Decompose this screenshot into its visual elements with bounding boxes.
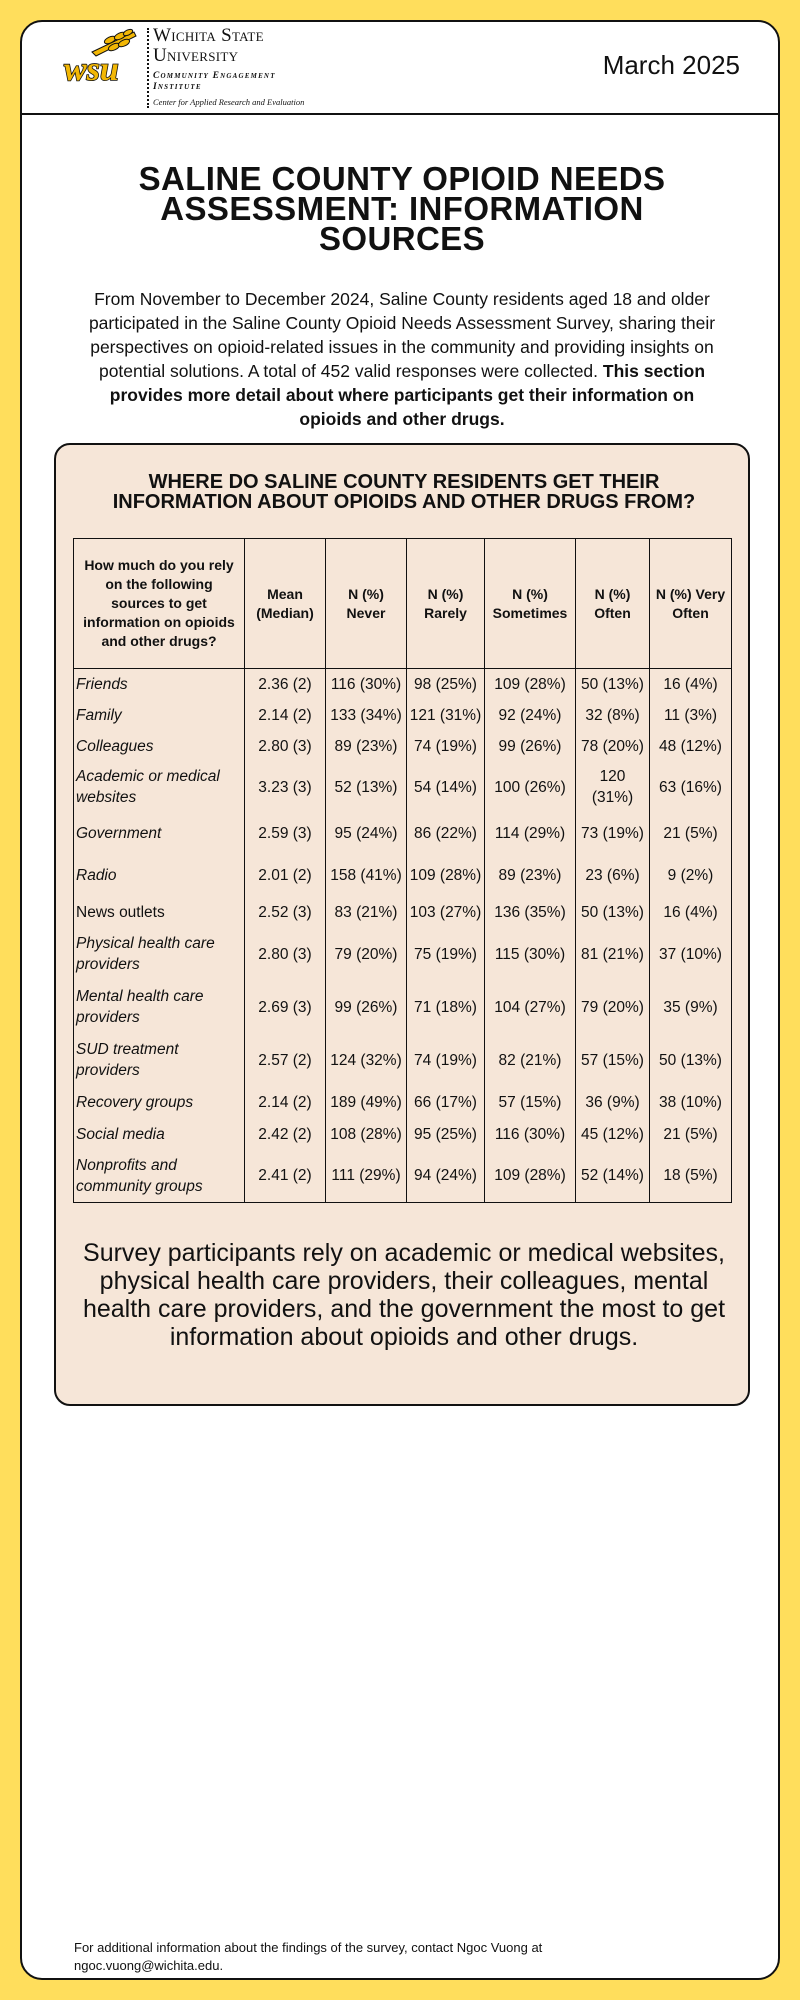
sometimes-cell: 109 (28%) xyxy=(485,1150,576,1203)
never-cell: 108 (28%) xyxy=(326,1119,407,1150)
intro-emphasis: This section provides more detail about where participants get their information on opioids and other drugs. xyxy=(109,361,706,429)
source-cell: Physical health care providers xyxy=(74,928,245,981)
institute-name: Community Engagement Institute xyxy=(153,71,276,92)
table-row xyxy=(74,1150,732,1203)
report-date: March 2025 xyxy=(602,50,740,80)
summary-text: Survey participants rely on academic or medical websites, physical health care providers, their colleagues, mental health care providers, and the government the most to get information about opioids and other drugs. xyxy=(82,1239,726,1351)
very-often-cell: 18 (5%) xyxy=(650,1150,732,1203)
very-often-cell: 50 (13%) xyxy=(650,1034,732,1087)
very-often-cell: 35 (9%) xyxy=(650,981,732,1034)
rarely-cell: 75 (19%) xyxy=(407,928,485,981)
source-cell: Nonprofits and community groups xyxy=(74,1150,245,1203)
sometimes-cell: 92 (24%) xyxy=(485,700,576,731)
very-often-cell: 21 (5%) xyxy=(650,1119,732,1150)
rarely-cell: 54 (14%) xyxy=(407,762,485,813)
very-often-cell: 63 (16%) xyxy=(650,762,732,813)
sometimes-cell: 114 (29%) xyxy=(485,813,576,855)
mean-cell: 2.41 (2) xyxy=(245,1150,326,1203)
table-row xyxy=(74,928,732,981)
often-cell: 73 (19%) xyxy=(576,813,650,855)
sometimes-cell: 109 (28%) xyxy=(485,669,576,700)
table-row xyxy=(74,855,732,897)
rarely-cell: 66 (17%) xyxy=(407,1087,485,1119)
logo-text xyxy=(153,26,393,107)
table-row xyxy=(74,897,732,928)
often-cell: 36 (9%) xyxy=(576,1087,650,1119)
mean-cell: 2.80 (3) xyxy=(245,928,326,981)
mean-cell: 2.01 (2) xyxy=(245,855,326,897)
very-often-cell: 21 (5%) xyxy=(650,813,732,855)
very-often-cell: 37 (10%) xyxy=(650,928,732,981)
intro-text: From November to December 2024, Saline County residents aged 18 and older participated in the Saline County Opioid Needs Assessment Survey, sharing their perspectives on opioid-related issues in the community and providing insights on potential solutions. A total of 452 valid responses were collected. xyxy=(88,289,716,381)
mean-cell: 2.14 (2) xyxy=(245,700,326,731)
table-row xyxy=(74,1034,732,1087)
wsu-shocker-logo xyxy=(62,28,140,88)
mean-cell: 2.59 (3) xyxy=(245,813,326,855)
never-cell: 124 (32%) xyxy=(326,1034,407,1087)
rarely-cell: 71 (18%) xyxy=(407,981,485,1034)
center-name: Center for Applied Research and Evaluation xyxy=(153,97,305,107)
source-cell: Recovery groups xyxy=(74,1087,245,1119)
header xyxy=(22,22,778,115)
very-often-cell: 11 (3%) xyxy=(650,700,732,731)
footer-contact: For additional information about the findings of the survey, contact Ngoc Vuong at ngoc.vuong@wichita.edu. xyxy=(74,1940,543,1973)
mean-cell: 3.23 (3) xyxy=(245,762,326,813)
sometimes-cell: 136 (35%) xyxy=(485,897,576,928)
never-cell: 133 (34%) xyxy=(326,700,407,731)
header-rarely: N (%) Rarely xyxy=(407,539,485,669)
rarely-cell: 109 (28%) xyxy=(407,855,485,897)
never-cell: 95 (24%) xyxy=(326,813,407,855)
table-row xyxy=(74,669,732,700)
table-row xyxy=(74,813,732,855)
table-row xyxy=(74,1087,732,1119)
sometimes-cell: 82 (21%) xyxy=(485,1034,576,1087)
often-cell: 45 (12%) xyxy=(576,1119,650,1150)
often-cell: 52 (14%) xyxy=(576,1150,650,1203)
often-cell: 23 (6%) xyxy=(576,855,650,897)
rarely-cell: 74 (19%) xyxy=(407,731,485,762)
very-often-cell: 38 (10%) xyxy=(650,1087,732,1119)
university-name-line2: University xyxy=(153,45,239,66)
never-cell: 83 (21%) xyxy=(326,897,407,928)
header-never: N (%) Never xyxy=(326,539,407,669)
never-cell: 111 (29%) xyxy=(326,1150,407,1203)
table-row xyxy=(74,981,732,1034)
information-sources-table xyxy=(73,538,732,1203)
logo-divider xyxy=(147,28,149,108)
source-cell: Colleagues xyxy=(74,731,245,762)
information-sources-card xyxy=(54,443,750,1406)
mean-cell: 2.80 (3) xyxy=(245,731,326,762)
source-cell: Social media xyxy=(74,1119,245,1150)
rarely-cell: 94 (24%) xyxy=(407,1150,485,1203)
never-cell: 79 (20%) xyxy=(326,928,407,981)
often-cell: 79 (20%) xyxy=(576,981,650,1034)
never-cell: 116 (30%) xyxy=(326,669,407,700)
university-name-line1: Wichita State xyxy=(153,25,264,46)
often-cell: 81 (21%) xyxy=(576,928,650,981)
source-cell: SUD treatment providers xyxy=(74,1034,245,1087)
rarely-cell: 98 (25%) xyxy=(407,669,485,700)
sometimes-cell: 100 (26%) xyxy=(485,762,576,813)
header-very-often: N (%) Very Often xyxy=(650,539,732,669)
often-cell: 78 (20%) xyxy=(576,731,650,762)
table-header-row xyxy=(74,539,732,669)
header-often: N (%) Often xyxy=(576,539,650,669)
rarely-cell: 95 (25%) xyxy=(407,1119,485,1150)
source-cell: Friends xyxy=(74,669,245,700)
mean-cell: 2.36 (2) xyxy=(245,669,326,700)
intro-paragraph xyxy=(82,287,722,431)
table-row xyxy=(74,762,732,813)
card-title: WHERE DO SALINE COUNTY RESIDENTS GET THEIR INFORMATION ABOUT OPIOIDS AND OTHER DRUGS FROM? xyxy=(112,471,696,513)
very-often-cell: 16 (4%) xyxy=(650,897,732,928)
sometimes-cell: 89 (23%) xyxy=(485,855,576,897)
source-cell: Family xyxy=(74,700,245,731)
sometimes-cell: 116 (30%) xyxy=(485,1119,576,1150)
rarely-cell: 74 (19%) xyxy=(407,1034,485,1087)
source-cell: Academic or medical websites xyxy=(74,762,245,813)
never-cell: 189 (49%) xyxy=(326,1087,407,1119)
rarely-cell: 86 (22%) xyxy=(407,813,485,855)
mean-cell: 2.57 (2) xyxy=(245,1034,326,1087)
often-cell: 50 (13%) xyxy=(576,669,650,700)
often-cell: 57 (15%) xyxy=(576,1034,650,1087)
table-row xyxy=(74,1119,732,1150)
table-row xyxy=(74,731,732,762)
sometimes-cell: 57 (15%) xyxy=(485,1087,576,1119)
often-cell: 120 (31%) xyxy=(576,762,650,813)
very-often-cell: 9 (2%) xyxy=(650,855,732,897)
source-cell: Government xyxy=(74,813,245,855)
rarely-cell: 103 (27%) xyxy=(407,897,485,928)
mean-cell: 2.69 (3) xyxy=(245,981,326,1034)
mean-cell: 2.42 (2) xyxy=(245,1119,326,1150)
header-mean: Mean (Median) xyxy=(245,539,326,669)
never-cell: 52 (13%) xyxy=(326,762,407,813)
header-question: How much do you rely on the following sources to get information on opioids and other drugs? xyxy=(74,539,245,669)
often-cell: 32 (8%) xyxy=(576,700,650,731)
never-cell: 99 (26%) xyxy=(326,981,407,1034)
never-cell: 89 (23%) xyxy=(326,731,407,762)
very-often-cell: 16 (4%) xyxy=(650,669,732,700)
sometimes-cell: 104 (27%) xyxy=(485,981,576,1034)
source-cell: News outlets xyxy=(74,897,245,928)
table-row xyxy=(74,700,732,731)
header-sometimes: N (%) Sometimes xyxy=(485,539,576,669)
report-sheet xyxy=(20,20,780,1980)
mean-cell: 2.14 (2) xyxy=(245,1087,326,1119)
logo-letters: wsu xyxy=(64,51,119,88)
often-cell: 50 (13%) xyxy=(576,897,650,928)
very-often-cell: 48 (12%) xyxy=(650,731,732,762)
never-cell: 158 (41%) xyxy=(326,855,407,897)
page-title: SALINE COUNTY OPIOID NEEDS ASSESSMENT: INFORMATION SOURCES xyxy=(138,160,666,257)
sometimes-cell: 99 (26%) xyxy=(485,731,576,762)
sometimes-cell: 115 (30%) xyxy=(485,928,576,981)
rarely-cell: 121 (31%) xyxy=(407,700,485,731)
source-cell: Mental health care providers xyxy=(74,981,245,1034)
mean-cell: 2.52 (3) xyxy=(245,897,326,928)
source-cell: Radio xyxy=(74,855,245,897)
